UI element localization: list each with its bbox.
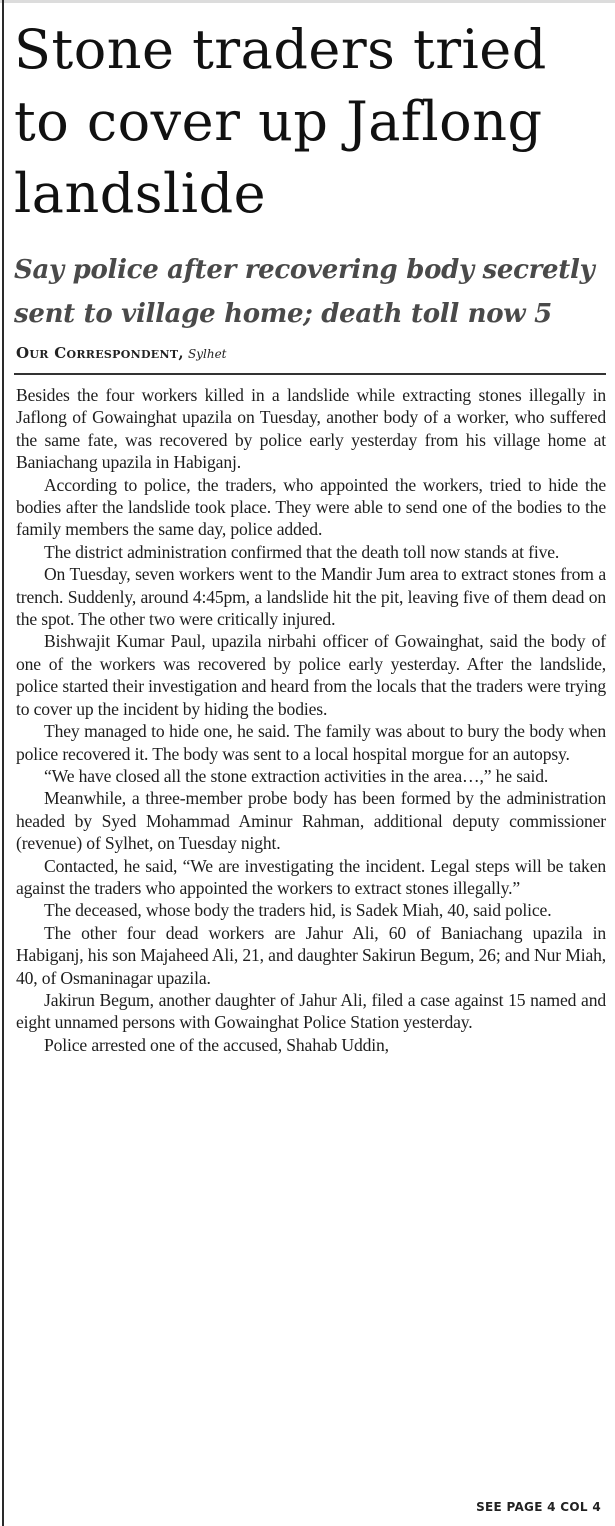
article-paragraph: Police arrested one of the accused, Shahab Uddin, <box>44 1034 389 1055</box>
top-edge <box>0 0 615 3</box>
article-paragraph: Besides the four workers killed in a landslide while extracting stones illegally in Jaflong of Gowainghat upazila on Tuesday, another body of a worker, who suffered the same fate, was recovered by police early yesterday from his village home at Baniachang upazila in Habiganj. <box>16 385 606 473</box>
byline-dateline: Sylhet <box>188 347 227 361</box>
subheadline: Say police after recovering body secretly sent to village home; death toll now 5 <box>14 255 595 329</box>
continuation-note: SEE PAGE 4 COL 4 <box>476 1500 601 1514</box>
article-paragraph: Contacted, he said, “We are investigating the incident. Legal steps will be taken against the traders who appointed the workers to extract stones illegally.” <box>16 855 606 898</box>
headline: Stone traders tried to cover up Jaflong landslide <box>14 18 547 225</box>
byline <box>16 343 227 365</box>
article-paragraph: Meanwhile, a three-member probe body has been formed by the administration headed by Syed Mohammad Aminur Rahman, additional deputy commissioner (revenue) of Sylhet, on Tuesday night. <box>16 788 606 854</box>
article-paragraph: “We have closed all the stone extraction activities in the area…,” he said. <box>44 765 549 786</box>
article-paragraph: According to police, the traders, who appointed the workers, tried to hide the bodies after the landslide took place. They were able to send one of the bodies to the family members the same day, police added. <box>16 474 606 540</box>
article-paragraph: Jakirun Begum, another daughter of Jahur Ali, filed a case against 15 named and eight unnamed persons with Gowainghat Police Station yesterday. <box>16 989 606 1033</box>
article-paragraph: Bishwajit Kumar Paul, upazila nirbahi officer of Gowainghat, said the body of one of the workers was recovered by police early yesterday. After the landslide, police started their investigation and heard from the locals that the traders were trying to cover up the incident by hiding the bodies. <box>16 631 607 719</box>
article-paragraph: The district administration confirmed that the death toll now stands at five. <box>44 541 560 562</box>
byline-author: Our Correspondent, <box>16 344 184 362</box>
article-paragraph: The deceased, whose body the traders hid, is Sadek Miah, 40, said police. <box>44 900 552 921</box>
article-paragraph: They managed to hide one, he said. The family was about to bury the body when police recovered it. The body was sent to a local hospital morgue for an autopsy. <box>16 721 606 764</box>
article-paragraph: On Tuesday, seven workers went to the Mandir Jum area to extract stones from a trench. Suddenly, around 4:45pm, a landslide hit the pit, leaving five of them dead on the spot. The other two were critically injured. <box>16 564 606 630</box>
article-paragraph: The other four dead workers are Jahur Ali, 60 of Baniachang upazila in Habiganj, his son Majaheed Ali, 21, and daughter Sakirun Begum, 26; and Nur Miah, 40, of Osmaninagar upazila. <box>16 922 606 988</box>
byline-divider <box>14 373 606 375</box>
article-body <box>16 384 606 1056</box>
column-rule <box>2 0 4 1526</box>
